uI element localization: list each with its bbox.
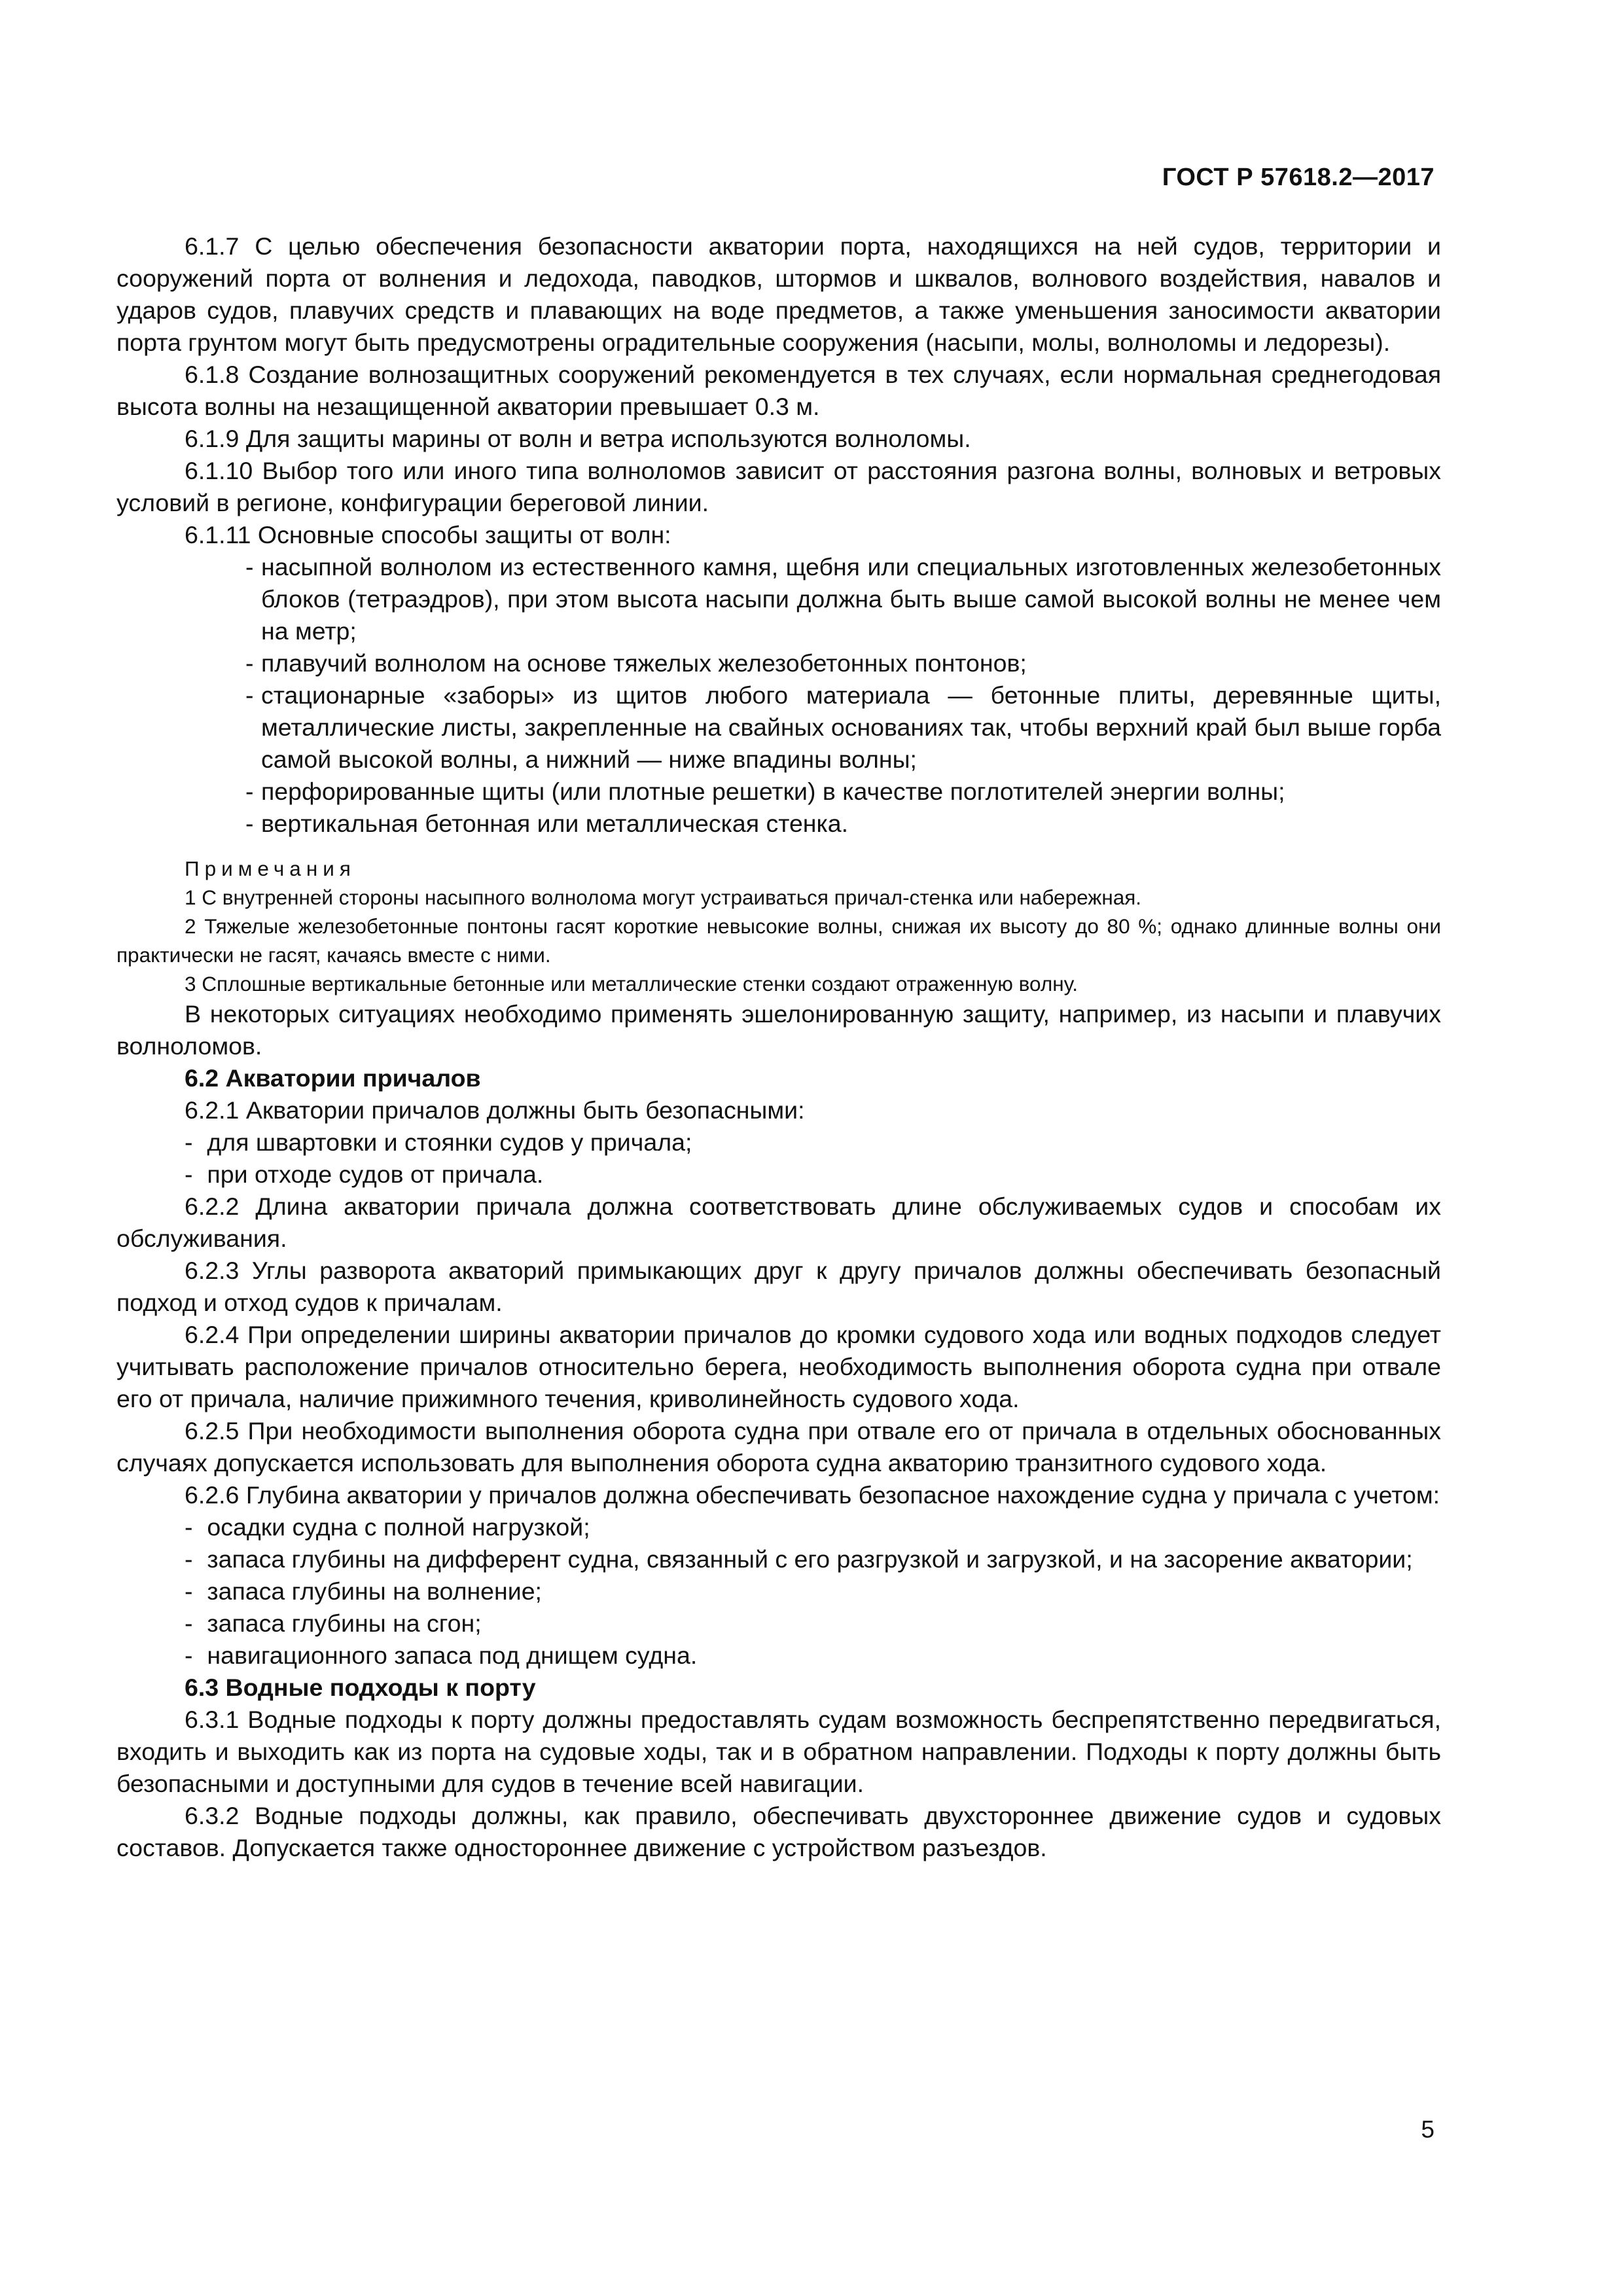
paragraph-6-2-1: 6.2.1 Акватории причалов должны быть безопасными: — [185, 1096, 805, 1124]
list-item: - перфорированные щиты (или плотные решетки) в качестве поглотителей энергии волны; — [116, 776, 1441, 808]
paragraph-6-1-10: 6.1.10 Выбор того или иного типа волноломов зависит от расстояния разгона волны, волновых и ветровых условий в регионе, конфигурации береговой линии. — [116, 457, 1441, 516]
list-item: - насыпной волнолом из естественного камня, щебня или специальных изготовленных железобетонных блоков (тетраэдров), при этом высота насыпи должна быть выше самой высокой волны не менее чем на метр; — [116, 551, 1441, 647]
dash-marker: - — [185, 1545, 193, 1573]
dash-marker: - — [185, 1609, 193, 1637]
dash-marker: - — [245, 778, 254, 805]
list-item: - плавучий волнолом на основе тяжелых железобетонных понтонов; — [116, 647, 1441, 679]
note-item: 2 Тяжелые железобетонные понтоны гасят короткие невысокие волны, снижая их высоту до 80 %; однако длинные волны они практически не гасят, качаясь вместе с ними. — [116, 914, 1441, 967]
paragraph-6-2-6: 6.2.6 Глубина акватории у причалов должна обеспечивать безопасное нахождение судна у причала с учетом: — [185, 1481, 1440, 1509]
notes-block — [116, 854, 1441, 998]
paragraph-6-2-2: 6.2.2 Длина акватории причала должна соответствовать длине обслуживаемых судов и способам их обслуживания. — [116, 1193, 1441, 1252]
dash-marker: - — [185, 1641, 193, 1669]
paragraph-6-2-4: 6.2.4 При определении ширины акватории причалов до кромки судового хода или водных подходов следует учитывать расположение причалов относительно берега, необходимость выполнения оборота судна при отвале его от причала, наличие прижимного течения, криволинейность судового хода. — [116, 1321, 1441, 1412]
standard-header: ГОСТ Р 57618.2—2017 — [1162, 164, 1435, 191]
list-item: - осадки судна с полной нагрузкой; — [116, 1511, 1441, 1543]
dash-marker: - — [245, 681, 254, 709]
dash-marker: - — [185, 1128, 193, 1156]
dash-marker: - — [245, 649, 254, 677]
paragraph-6-1-7: 6.1.7 С целью обеспечения безопасности акватории порта, находящихся на ней судов, территории и сооружений порта от волнения и ледохода, паводков, штормов и шквалов, волнового воздействия, навалов и ударов судов, плавучих средств и плавающих на воде предметов, а также уменьшения заносимости акватории порта грунтом могут быть предусмотрены оградительные сооружения (насыпи, молы, волноломы и ледорезы). — [116, 232, 1441, 356]
list-item: - для швартовки и стоянки судов у причала; — [116, 1126, 1441, 1158]
list-item: - вертикальная бетонная или металлическая стенка. — [116, 808, 1441, 840]
dash-marker: - — [245, 810, 254, 837]
dash-marker: - — [185, 1513, 193, 1541]
list-item: - стационарные «заборы» из щитов любого материала — бетонные плиты, деревянные щиты, металлические листы, закрепленные на свайных основаниях так, чтобы верхний край был выше горба самой высокой волны, а нижний — ниже впадины волны; — [116, 679, 1441, 776]
paragraph-6-2-3: 6.2.3 Углы разворота акваторий примыкающих друг к другу причалов должны обеспечивать безопасный подход и отход судов к причалам. — [116, 1257, 1441, 1316]
list-item: - навигационного запаса под днищем судна. — [116, 1640, 1441, 1672]
notes-title: Примечания — [185, 857, 356, 880]
list-item: - запаса глубины на дифферент судна, связанный с его разгрузкой и загрузкой, и на засорение акватории; — [116, 1543, 1441, 1575]
note-item: 1 С внутренней стороны насыпного волнолома могут устраиваться причал-стенка или набережная. — [185, 886, 1142, 909]
note-item: 3 Сплошные вертикальные бетонные или металлические стенки создают отраженную волну. — [185, 972, 1078, 996]
paragraph-6-3-1: 6.3.1 Водные подходы к порту должны предоставлять судам возможность беспрепятственно передвигаться, входить и выходить как из порта на судовые ходы, так и в обратном направлении. Подходы к порту должны быть безопасными и доступными для судов в течение всей навигации. — [116, 1706, 1441, 1797]
echelon-protection-text: В некоторых ситуациях необходимо применять эшелонированную защиту, например, из насыпи и плавучих волноломов. — [116, 1000, 1441, 1060]
paragraph-6-2-5: 6.2.5 При необходимости выполнения оборота судна при отвале его от причала в отдельных обоснованных случаях допускается использовать для выполнения оборота судна акваторию транзитного судового хода. — [116, 1417, 1441, 1477]
dash-marker: - — [245, 553, 254, 581]
page-number: 5 — [1421, 2116, 1435, 2143]
list-item: - запаса глубины на сгон; — [116, 1607, 1441, 1640]
paragraph-6-1-11: 6.1.11 Основные способы защиты от волн: — [185, 521, 671, 548]
section-heading-6-2: 6.2 Акватории причалов — [185, 1064, 481, 1092]
dash-marker: - — [185, 1577, 193, 1605]
section-heading-6-3: 6.3 Водные подходы к порту — [185, 1674, 536, 1701]
document-body — [116, 230, 1441, 1864]
paragraph-6-1-8: 6.1.8 Создание волнозащитных сооружений рекомендуется в тех случаях, если нормальная среднегодовая высота волны на незащищенной акватории превышает 0.3 м. — [116, 361, 1441, 420]
list-item: - запаса глубины на волнение; — [116, 1575, 1441, 1607]
list-item: - при отходе судов от причала. — [116, 1158, 1441, 1191]
wave-protection-list — [116, 551, 1441, 840]
paragraph-6-3-2: 6.3.2 Водные подходы должны, как правило, обеспечивать двухстороннее движение судов и судовых составов. Допускается также одностороннее движение с устройством разъездов. — [116, 1802, 1441, 1861]
paragraph-6-1-9: 6.1.9 Для защиты марины от волн и ветра используются волноломы. — [185, 425, 971, 452]
dash-marker: - — [185, 1160, 193, 1188]
